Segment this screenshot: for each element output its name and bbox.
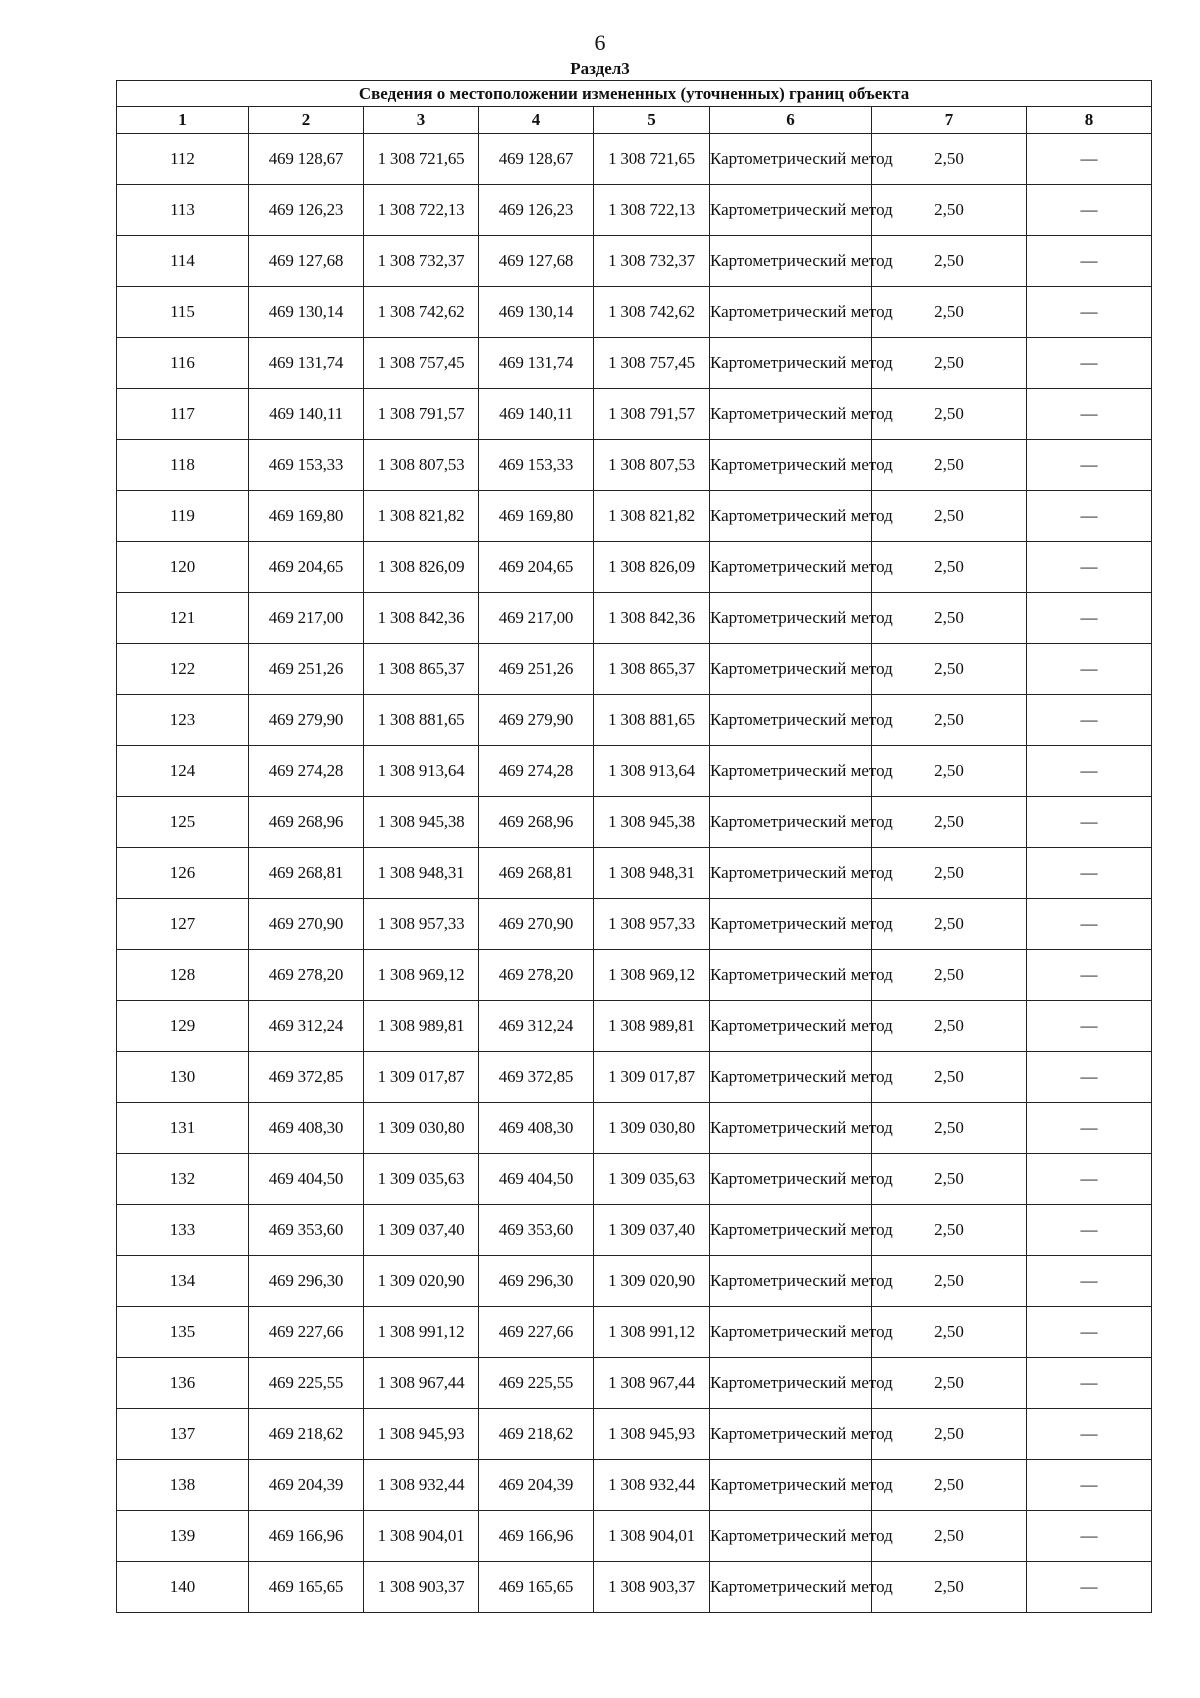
cell-method: Картометрический метод xyxy=(710,1154,872,1205)
cell-point-number: 130 xyxy=(117,1052,249,1103)
cell-new-x: 469 279,90 xyxy=(479,695,594,746)
cell-old-x: 469 166,96 xyxy=(249,1511,364,1562)
cell-description: — xyxy=(1027,1103,1152,1154)
cell-old-y: 1 308 932,44 xyxy=(364,1460,479,1511)
cell-description: — xyxy=(1027,695,1152,746)
cell-new-x: 469 166,96 xyxy=(479,1511,594,1562)
cell-old-y: 1 309 030,80 xyxy=(364,1103,479,1154)
cell-old-x: 469 218,62 xyxy=(249,1409,364,1460)
cell-accuracy: 2,50 xyxy=(872,542,1027,593)
cell-point-number: 132 xyxy=(117,1154,249,1205)
table-row xyxy=(117,1103,1152,1154)
cell-accuracy: 2,50 xyxy=(872,1205,1027,1256)
cell-old-y: 1 308 721,65 xyxy=(364,134,479,185)
cell-old-y: 1 308 742,62 xyxy=(364,287,479,338)
cell-point-number: 128 xyxy=(117,950,249,1001)
cell-old-x: 469 268,96 xyxy=(249,797,364,848)
cell-old-y: 1 308 903,37 xyxy=(364,1562,479,1613)
cell-description: — xyxy=(1027,236,1152,287)
cell-old-x: 469 127,68 xyxy=(249,236,364,287)
cell-accuracy: 2,50 xyxy=(872,134,1027,185)
cell-method: Картометрический метод xyxy=(710,1103,872,1154)
cell-old-y: 1 308 969,12 xyxy=(364,950,479,1001)
cell-old-x: 469 270,90 xyxy=(249,899,364,950)
cell-description: — xyxy=(1027,1460,1152,1511)
cell-point-number: 120 xyxy=(117,542,249,593)
cell-old-x: 469 353,60 xyxy=(249,1205,364,1256)
table-row xyxy=(117,287,1152,338)
cell-accuracy: 2,50 xyxy=(872,1154,1027,1205)
cell-point-number: 118 xyxy=(117,440,249,491)
cell-accuracy: 2,50 xyxy=(872,797,1027,848)
cell-point-number: 115 xyxy=(117,287,249,338)
cell-method: Картометрический метод xyxy=(710,593,872,644)
cell-description: — xyxy=(1027,1205,1152,1256)
cell-description: — xyxy=(1027,1052,1152,1103)
cell-point-number: 138 xyxy=(117,1460,249,1511)
cell-new-y: 1 308 945,38 xyxy=(594,797,710,848)
cell-method: Картометрический метод xyxy=(710,542,872,593)
cell-accuracy: 2,50 xyxy=(872,491,1027,542)
table-row xyxy=(117,440,1152,491)
cell-old-x: 469 227,66 xyxy=(249,1307,364,1358)
cell-new-y: 1 308 842,36 xyxy=(594,593,710,644)
cell-new-x: 469 227,66 xyxy=(479,1307,594,1358)
cell-accuracy: 2,50 xyxy=(872,389,1027,440)
cell-old-x: 469 165,65 xyxy=(249,1562,364,1613)
cell-new-y: 1 309 037,40 xyxy=(594,1205,710,1256)
cell-old-y: 1 308 948,31 xyxy=(364,848,479,899)
cell-old-x: 469 404,50 xyxy=(249,1154,364,1205)
cell-old-y: 1 308 945,38 xyxy=(364,797,479,848)
cell-point-number: 112 xyxy=(117,134,249,185)
column-number: 6 xyxy=(710,107,872,134)
cell-description: — xyxy=(1027,134,1152,185)
cell-method: Картометрический метод xyxy=(710,1562,872,1613)
cell-description: — xyxy=(1027,542,1152,593)
cell-old-y: 1 308 757,45 xyxy=(364,338,479,389)
table-row xyxy=(117,695,1152,746)
cell-new-y: 1 308 948,31 xyxy=(594,848,710,899)
table-row xyxy=(117,542,1152,593)
cell-accuracy: 2,50 xyxy=(872,695,1027,746)
cell-accuracy: 2,50 xyxy=(872,1103,1027,1154)
cell-old-y: 1 308 957,33 xyxy=(364,899,479,950)
cell-new-x: 469 408,30 xyxy=(479,1103,594,1154)
cell-new-x: 469 204,65 xyxy=(479,542,594,593)
table-row xyxy=(117,950,1152,1001)
cell-point-number: 134 xyxy=(117,1256,249,1307)
cell-new-x: 469 270,90 xyxy=(479,899,594,950)
table-row xyxy=(117,338,1152,389)
cell-description: — xyxy=(1027,1358,1152,1409)
cell-method: Картометрический метод xyxy=(710,491,872,542)
column-number: 3 xyxy=(364,107,479,134)
column-number: 8 xyxy=(1027,107,1152,134)
table-row xyxy=(117,1001,1152,1052)
table-body xyxy=(117,134,1152,1613)
cell-old-x: 469 251,26 xyxy=(249,644,364,695)
table-row xyxy=(117,134,1152,185)
cell-accuracy: 2,50 xyxy=(872,848,1027,899)
table-row xyxy=(117,1154,1152,1205)
cell-accuracy: 2,50 xyxy=(872,1358,1027,1409)
cell-new-x: 469 128,67 xyxy=(479,134,594,185)
cell-point-number: 116 xyxy=(117,338,249,389)
cell-old-x: 469 274,28 xyxy=(249,746,364,797)
cell-new-y: 1 309 017,87 xyxy=(594,1052,710,1103)
cell-old-x: 469 268,81 xyxy=(249,848,364,899)
cell-old-x: 469 279,90 xyxy=(249,695,364,746)
table-row xyxy=(117,848,1152,899)
cell-description: — xyxy=(1027,797,1152,848)
cell-old-x: 469 169,80 xyxy=(249,491,364,542)
cell-new-x: 469 268,96 xyxy=(479,797,594,848)
cell-new-x: 469 131,74 xyxy=(479,338,594,389)
cell-method: Картометрический метод xyxy=(710,440,872,491)
cell-new-y: 1 309 020,90 xyxy=(594,1256,710,1307)
cell-method: Картометрический метод xyxy=(710,389,872,440)
cell-method: Картометрический метод xyxy=(710,185,872,236)
cell-method: Картометрический метод xyxy=(710,644,872,695)
cell-old-x: 469 217,00 xyxy=(249,593,364,644)
cell-description: — xyxy=(1027,491,1152,542)
cell-old-x: 469 278,20 xyxy=(249,950,364,1001)
cell-point-number: 127 xyxy=(117,899,249,950)
cell-old-x: 469 126,23 xyxy=(249,185,364,236)
cell-description: — xyxy=(1027,899,1152,950)
table-row xyxy=(117,185,1152,236)
cell-description: — xyxy=(1027,644,1152,695)
cell-old-x: 469 128,67 xyxy=(249,134,364,185)
cell-new-x: 469 130,14 xyxy=(479,287,594,338)
cell-method: Картометрический метод xyxy=(710,134,872,185)
cell-description: — xyxy=(1027,746,1152,797)
cell-new-y: 1 308 807,53 xyxy=(594,440,710,491)
cell-new-x: 469 296,30 xyxy=(479,1256,594,1307)
cell-point-number: 139 xyxy=(117,1511,249,1562)
cell-method: Картометрический метод xyxy=(710,1409,872,1460)
table-row xyxy=(117,1256,1152,1307)
cell-method: Картометрический метод xyxy=(710,797,872,848)
table-caption: Сведения о местоположении измененных (уточненных) границ объекта xyxy=(117,81,1152,107)
cell-old-x: 469 153,33 xyxy=(249,440,364,491)
cell-point-number: 114 xyxy=(117,236,249,287)
table-row xyxy=(117,746,1152,797)
cell-accuracy: 2,50 xyxy=(872,338,1027,389)
cell-description: — xyxy=(1027,287,1152,338)
table-row xyxy=(117,1511,1152,1562)
cell-method: Картометрический метод xyxy=(710,695,872,746)
table-row xyxy=(117,797,1152,848)
cell-point-number: 124 xyxy=(117,746,249,797)
cell-new-x: 469 372,85 xyxy=(479,1052,594,1103)
cell-old-x: 469 204,39 xyxy=(249,1460,364,1511)
cell-old-x: 469 204,65 xyxy=(249,542,364,593)
cell-old-x: 469 372,85 xyxy=(249,1052,364,1103)
cell-old-y: 1 308 989,81 xyxy=(364,1001,479,1052)
cell-old-x: 469 140,11 xyxy=(249,389,364,440)
cell-point-number: 123 xyxy=(117,695,249,746)
cell-accuracy: 2,50 xyxy=(872,440,1027,491)
cell-old-y: 1 308 732,37 xyxy=(364,236,479,287)
cell-new-x: 469 274,28 xyxy=(479,746,594,797)
cell-old-y: 1 308 865,37 xyxy=(364,644,479,695)
cell-new-x: 469 268,81 xyxy=(479,848,594,899)
cell-old-x: 469 312,24 xyxy=(249,1001,364,1052)
cell-new-y: 1 308 969,12 xyxy=(594,950,710,1001)
column-number: 5 xyxy=(594,107,710,134)
cell-new-x: 469 404,50 xyxy=(479,1154,594,1205)
table-row xyxy=(117,1358,1152,1409)
cell-accuracy: 2,50 xyxy=(872,899,1027,950)
cell-accuracy: 2,50 xyxy=(872,1307,1027,1358)
cell-old-y: 1 309 020,90 xyxy=(364,1256,479,1307)
cell-accuracy: 2,50 xyxy=(872,1256,1027,1307)
cell-old-x: 469 225,55 xyxy=(249,1358,364,1409)
cell-new-y: 1 309 030,80 xyxy=(594,1103,710,1154)
cell-method: Картометрический метод xyxy=(710,746,872,797)
cell-new-y: 1 308 742,62 xyxy=(594,287,710,338)
cell-old-x: 469 408,30 xyxy=(249,1103,364,1154)
table-row xyxy=(117,644,1152,695)
cell-description: — xyxy=(1027,1307,1152,1358)
cell-accuracy: 2,50 xyxy=(872,1052,1027,1103)
cell-old-x: 469 131,74 xyxy=(249,338,364,389)
cell-method: Картометрический метод xyxy=(710,950,872,1001)
cell-description: — xyxy=(1027,1154,1152,1205)
cell-new-x: 469 218,62 xyxy=(479,1409,594,1460)
table-row xyxy=(117,899,1152,950)
cell-point-number: 133 xyxy=(117,1205,249,1256)
cell-accuracy: 2,50 xyxy=(872,287,1027,338)
cell-description: — xyxy=(1027,950,1152,1001)
cell-method: Картометрический метод xyxy=(710,899,872,950)
cell-new-y: 1 308 903,37 xyxy=(594,1562,710,1613)
cell-accuracy: 2,50 xyxy=(872,950,1027,1001)
cell-method: Картометрический метод xyxy=(710,1052,872,1103)
table-row xyxy=(117,1409,1152,1460)
cell-accuracy: 2,50 xyxy=(872,236,1027,287)
cell-accuracy: 2,50 xyxy=(872,746,1027,797)
section-title: Раздел3 xyxy=(570,59,630,78)
cell-point-number: 129 xyxy=(117,1001,249,1052)
cell-old-y: 1 308 881,65 xyxy=(364,695,479,746)
cell-old-y: 1 309 035,63 xyxy=(364,1154,479,1205)
cell-new-y: 1 308 757,45 xyxy=(594,338,710,389)
cell-description: — xyxy=(1027,1511,1152,1562)
cell-method: Картометрический метод xyxy=(710,1511,872,1562)
cell-accuracy: 2,50 xyxy=(872,1460,1027,1511)
cell-new-y: 1 308 826,09 xyxy=(594,542,710,593)
cell-accuracy: 2,50 xyxy=(872,185,1027,236)
cell-old-y: 1 308 826,09 xyxy=(364,542,479,593)
cell-description: — xyxy=(1027,440,1152,491)
cell-method: Картометрический метод xyxy=(710,236,872,287)
cell-new-x: 469 278,20 xyxy=(479,950,594,1001)
cell-point-number: 121 xyxy=(117,593,249,644)
cell-new-x: 469 204,39 xyxy=(479,1460,594,1511)
cell-new-y: 1 308 732,37 xyxy=(594,236,710,287)
cell-method: Картометрический метод xyxy=(710,1256,872,1307)
cell-old-y: 1 308 842,36 xyxy=(364,593,479,644)
cell-new-y: 1 308 989,81 xyxy=(594,1001,710,1052)
cell-new-y: 1 309 035,63 xyxy=(594,1154,710,1205)
cell-old-y: 1 308 722,13 xyxy=(364,185,479,236)
table-row xyxy=(117,236,1152,287)
column-number: 1 xyxy=(117,107,249,134)
cell-old-y: 1 308 967,44 xyxy=(364,1358,479,1409)
cell-old-y: 1 308 913,64 xyxy=(364,746,479,797)
cell-method: Картометрический метод xyxy=(710,338,872,389)
cell-new-y: 1 308 904,01 xyxy=(594,1511,710,1562)
cell-point-number: 113 xyxy=(117,185,249,236)
cell-new-x: 469 217,00 xyxy=(479,593,594,644)
table-row xyxy=(117,1562,1152,1613)
cell-point-number: 135 xyxy=(117,1307,249,1358)
cell-point-number: 131 xyxy=(117,1103,249,1154)
column-number: 7 xyxy=(872,107,1027,134)
cell-old-y: 1 309 037,40 xyxy=(364,1205,479,1256)
column-number: 2 xyxy=(249,107,364,134)
cell-old-y: 1 308 807,53 xyxy=(364,440,479,491)
cell-accuracy: 2,50 xyxy=(872,1001,1027,1052)
cell-new-y: 1 308 913,64 xyxy=(594,746,710,797)
cell-new-y: 1 308 721,65 xyxy=(594,134,710,185)
column-number: 4 xyxy=(479,107,594,134)
cell-point-number: 125 xyxy=(117,797,249,848)
cell-old-y: 1 308 821,82 xyxy=(364,491,479,542)
cell-new-y: 1 308 967,44 xyxy=(594,1358,710,1409)
cell-method: Картометрический метод xyxy=(710,1358,872,1409)
page-number: 6 xyxy=(594,30,606,55)
cell-method: Картометрический метод xyxy=(710,1001,872,1052)
cell-method: Картометрический метод xyxy=(710,1460,872,1511)
cell-accuracy: 2,50 xyxy=(872,1511,1027,1562)
table-row xyxy=(117,1205,1152,1256)
cell-old-y: 1 308 791,57 xyxy=(364,389,479,440)
cell-new-x: 469 127,68 xyxy=(479,236,594,287)
cell-description: — xyxy=(1027,338,1152,389)
cell-old-x: 469 296,30 xyxy=(249,1256,364,1307)
cell-point-number: 119 xyxy=(117,491,249,542)
cell-accuracy: 2,50 xyxy=(872,644,1027,695)
cell-new-x: 469 353,60 xyxy=(479,1205,594,1256)
cell-new-y: 1 308 957,33 xyxy=(594,899,710,950)
cell-new-y: 1 308 881,65 xyxy=(594,695,710,746)
cell-new-y: 1 308 991,12 xyxy=(594,1307,710,1358)
boundary-coordinates-table xyxy=(116,80,1152,1613)
cell-description: — xyxy=(1027,1409,1152,1460)
table-row xyxy=(117,389,1152,440)
column-number-row xyxy=(117,107,1152,134)
cell-old-y: 1 309 017,87 xyxy=(364,1052,479,1103)
table-row xyxy=(117,1307,1152,1358)
cell-new-y: 1 308 722,13 xyxy=(594,185,710,236)
cell-new-x: 469 225,55 xyxy=(479,1358,594,1409)
cell-new-y: 1 308 791,57 xyxy=(594,389,710,440)
cell-point-number: 140 xyxy=(117,1562,249,1613)
cell-new-x: 469 126,23 xyxy=(479,185,594,236)
cell-description: — xyxy=(1027,1256,1152,1307)
cell-description: — xyxy=(1027,389,1152,440)
cell-description: — xyxy=(1027,1001,1152,1052)
cell-old-y: 1 308 945,93 xyxy=(364,1409,479,1460)
cell-accuracy: 2,50 xyxy=(872,1562,1027,1613)
cell-old-x: 469 130,14 xyxy=(249,287,364,338)
table-row xyxy=(117,593,1152,644)
cell-description: — xyxy=(1027,185,1152,236)
cell-new-y: 1 308 821,82 xyxy=(594,491,710,542)
cell-point-number: 137 xyxy=(117,1409,249,1460)
cell-accuracy: 2,50 xyxy=(872,593,1027,644)
table-row xyxy=(117,1052,1152,1103)
cell-new-y: 1 308 932,44 xyxy=(594,1460,710,1511)
cell-point-number: 117 xyxy=(117,389,249,440)
cell-old-y: 1 308 991,12 xyxy=(364,1307,479,1358)
cell-new-x: 469 312,24 xyxy=(479,1001,594,1052)
cell-point-number: 122 xyxy=(117,644,249,695)
cell-description: — xyxy=(1027,1562,1152,1613)
cell-new-x: 469 140,11 xyxy=(479,389,594,440)
cell-point-number: 126 xyxy=(117,848,249,899)
cell-new-y: 1 308 865,37 xyxy=(594,644,710,695)
cell-new-x: 469 165,65 xyxy=(479,1562,594,1613)
table-row xyxy=(117,1460,1152,1511)
table-row xyxy=(117,491,1152,542)
cell-new-x: 469 153,33 xyxy=(479,440,594,491)
cell-new-x: 469 169,80 xyxy=(479,491,594,542)
cell-method: Картометрический метод xyxy=(710,1205,872,1256)
cell-new-x: 469 251,26 xyxy=(479,644,594,695)
table-caption-row xyxy=(117,81,1152,107)
cell-method: Картометрический метод xyxy=(710,848,872,899)
cell-description: — xyxy=(1027,848,1152,899)
cell-new-y: 1 308 945,93 xyxy=(594,1409,710,1460)
cell-old-y: 1 308 904,01 xyxy=(364,1511,479,1562)
cell-description: — xyxy=(1027,593,1152,644)
cell-method: Картометрический метод xyxy=(710,1307,872,1358)
cell-point-number: 136 xyxy=(117,1358,249,1409)
cell-accuracy: 2,50 xyxy=(872,1409,1027,1460)
cell-method: Картометрический метод xyxy=(710,287,872,338)
